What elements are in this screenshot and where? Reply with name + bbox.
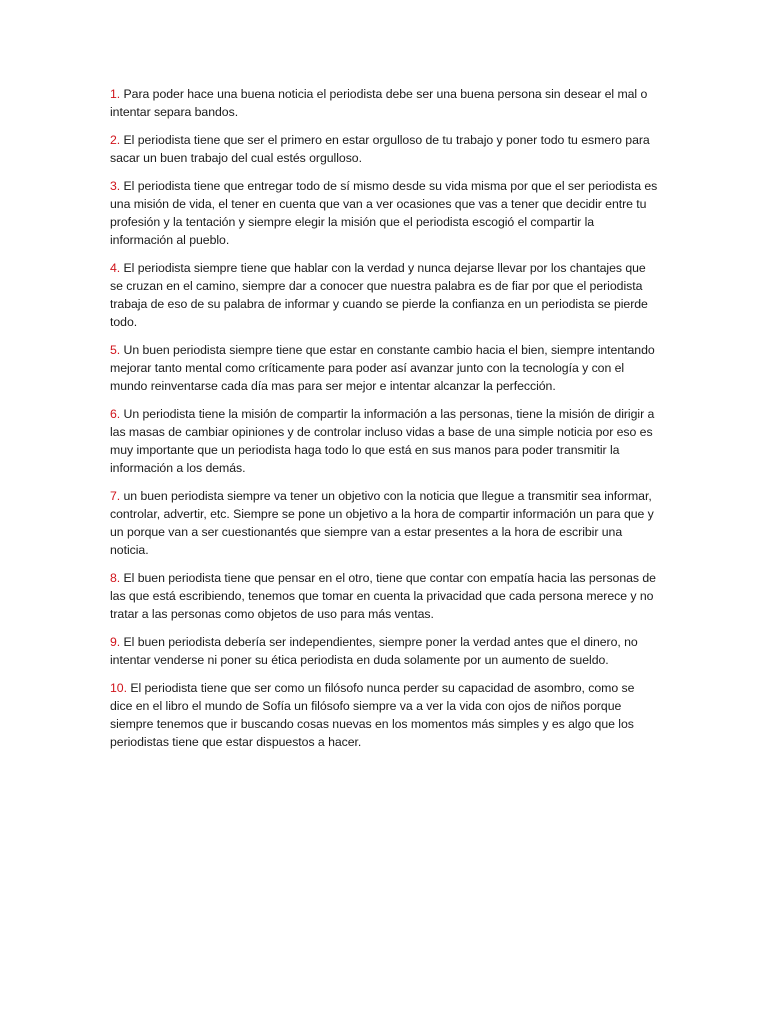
item-text: Un periodista tiene la misión de compartir la información a las personas, tiene la misión de dirigir a las masas de cambiar opiniones y de controlar incluso vidas a base de una simple noticia por eso es muy importante que un periodista haga todo lo que está en sus manos para poder transmitir la información a los demás. [110,407,655,475]
list-item [110,569,658,623]
item-number: 9. [110,635,121,649]
item-text: El periodista tiene que ser como un filósofo nunca perder su capacidad de asombro, como se dice en el libro el mundo de Sofía un filósofo siempre va a ver la vida con ojos de niños porque siempre tenemos que ir buscando cosas nuevas en los momentos más simples y es algo que los periodistas tiene que estar dispuestos a hacer. [110,681,635,749]
item-number: 8. [110,571,121,585]
item-text: El buen periodista debería ser independientes, siempre poner la verdad antes que el dinero, no intentar venderse ni poner su ética periodista en duda solamente por un aumento de sueldo. [110,635,638,667]
item-number: 6. [110,407,121,421]
list-item [110,633,658,669]
list-item [110,85,658,121]
list-item [110,131,658,167]
numbered-list [110,85,658,761]
item-number: 2. [110,133,121,147]
item-text: un buen periodista siempre va tener un objetivo con la noticia que llegue a transmitir sea informar, controlar, advertir, etc. Siempre se pone un objetivo a la hora de compartir información un para que y un porque van a ser cuestionantés que siempre van a estar presentes a la hora de escribir una noticia. [110,489,654,557]
list-item [110,679,658,751]
item-text: Un buen periodista siempre tiene que estar en constante cambio hacia el bien, siempre intentando mejorar tanto mental como críticamente para poder así avanzar junto con la tecnología y con el mundo reinventarse cada día mas para ser mejor e intentar alcanzar la perfección. [110,343,655,393]
item-text: El buen periodista tiene que pensar en el otro, tiene que contar con empatía hacia las personas de las que está escribiendo, tenemos que tomar en cuenta la privacidad que cada persona merece y no tratar a las personas como objetos de uso para más ventas. [110,571,656,621]
item-number: 4. [110,261,121,275]
item-text: Para poder hace una buena noticia el periodista debe ser una buena persona sin desear el mal o intentar separa bandos. [110,87,648,119]
item-text: El periodista tiene que entregar todo de sí mismo desde su vida misma por que el ser periodista es una misión de vida, el tener en cuenta que van a ver ocasiones que vas a tener que decidir entre tu profesión y la tentación y siempre elegir la misión que el periodista escogió el compartir la información al pueblo. [110,179,658,247]
item-number: 1. [110,87,121,101]
item-number: 3. [110,179,121,193]
item-text: El periodista tiene que ser el primero en estar orgulloso de tu trabajo y poner todo tu esmero para sacar un buen trabajo del cual estés orgulloso. [110,133,650,165]
item-number: 7. [110,489,121,503]
list-item [110,487,658,559]
list-item [110,259,658,331]
list-item [110,341,658,395]
list-item [110,177,658,249]
item-number: 5. [110,343,121,357]
item-text: El periodista siempre tiene que hablar con la verdad y nunca dejarse llevar por los chantajes que se cruzan en el camino, siempre dar a conocer que nuestra palabra es de fiar por que el periodista trabaja de eso de su palabra de informar y cuando se pierde la confianza en un periodista se pierde todo. [110,261,648,329]
list-item [110,405,658,477]
item-number: 10. [110,681,127,695]
